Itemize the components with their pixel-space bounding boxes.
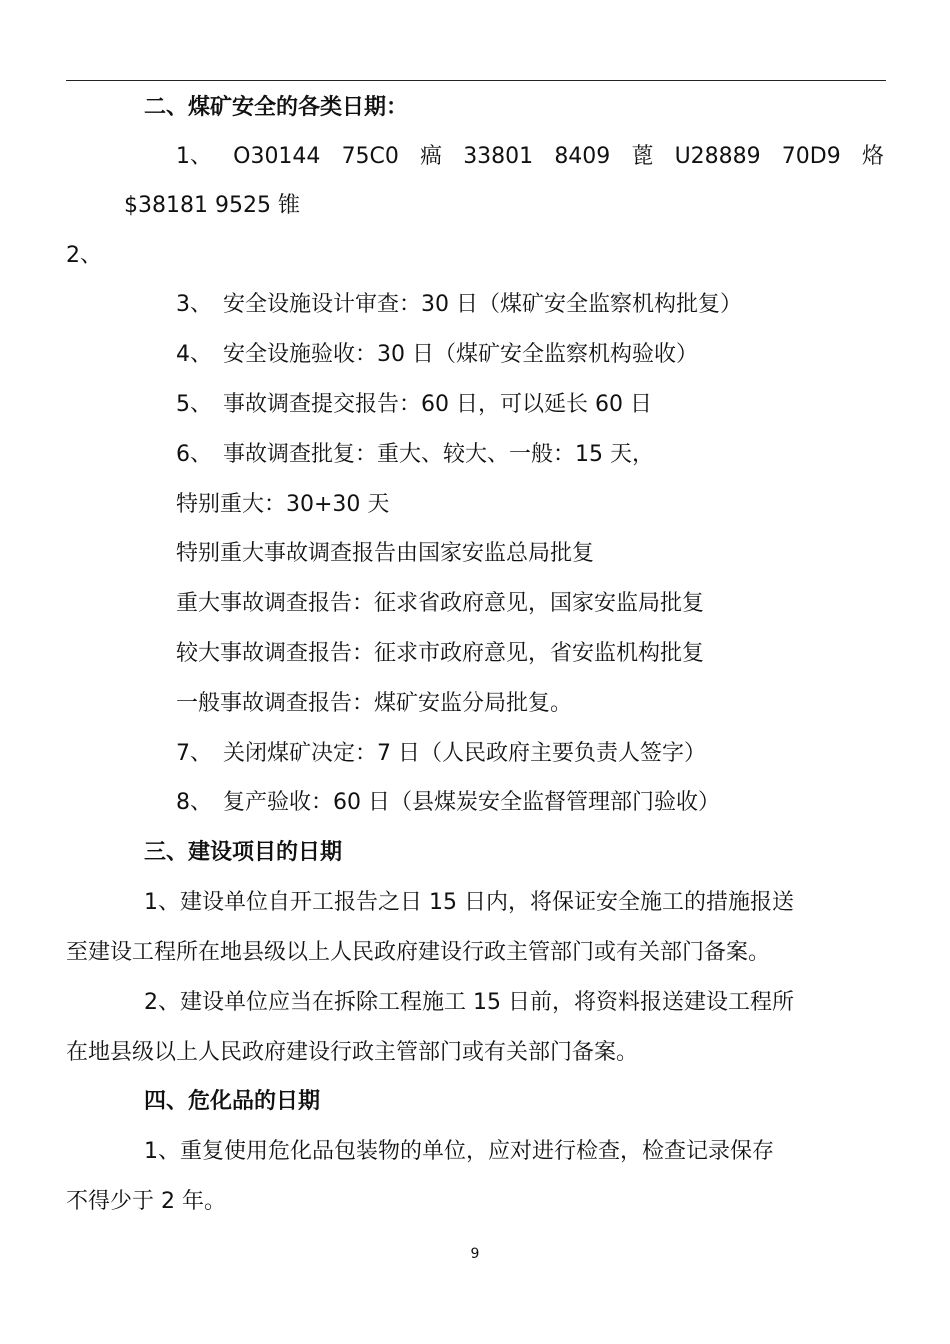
item-6-line-4: 重大事故调查报告：征求省政府意见，国家安监局批复	[176, 591, 705, 616]
section3-para2-line2: 在地县级以上人民政府建设行政主管部门或有关部门备案。	[66, 1040, 639, 1065]
token: 70D9	[781, 144, 841, 169]
token: U28889	[674, 144, 761, 169]
item-6-line-3: 特别重大事故调查报告由国家安监总局批复	[176, 541, 595, 566]
token: 33801	[463, 144, 534, 169]
item-3: 3、 安全设施设计审查：30 日（煤矿安全监察机构批复）	[176, 292, 742, 317]
item-4: 4、 安全设施验收：30 日（煤矿安全监察机构验收）	[176, 342, 698, 367]
item-5: 5、 事故调查提交报告：60 日，可以延长 60 日	[176, 392, 652, 417]
item-1-line-2: $38181 9525 锥	[124, 193, 300, 218]
token: 75C0	[341, 144, 399, 169]
token: 烙	[861, 144, 884, 169]
item-1-line-1	[176, 142, 884, 172]
item-6-line-5: 较大事故调查报告：征求市政府意见，省安监机构批复	[176, 641, 705, 666]
section3-para1-line1: 1、建设单位自开工报告之日 15 日内，将保证安全施工的措施报送	[144, 890, 794, 915]
token: 瘑	[420, 144, 443, 169]
token: 蓖	[631, 144, 654, 169]
page-number: 9	[470, 1246, 480, 1262]
section4-para1-line1: 1、重复使用危化品包装物的单位，应对进行检查，检查记录保存	[144, 1139, 774, 1164]
section4-para1-line2: 不得少于 2 年。	[66, 1189, 226, 1214]
item-6-line-2: 特别重大：30+30 天	[176, 492, 390, 517]
item-7: 7、 关闭煤矿决定：7 日（人民政府主要负责人签字）	[176, 741, 706, 766]
header-rule	[66, 80, 886, 81]
section-heading-coal-mine: 二、煤矿安全的各类日期：	[144, 95, 409, 120]
section3-para2-line1: 2、建设单位应当在拆除工程施工 15 日前，将资料报送建设工程所	[144, 990, 794, 1015]
token: O30144	[233, 144, 321, 169]
item-6: 6、 事故调查批复：重大、较大、一般：15 天，	[176, 442, 654, 467]
section-heading-hazardous-chemicals: 四、危化品的日期	[144, 1089, 321, 1114]
item-6-line-6: 一般事故调查报告：煤矿安监分局批复。	[176, 691, 573, 716]
section3-para1-line2: 至建设工程所在地县级以上人民政府建设行政主管部门或有关部门备案。	[66, 940, 771, 965]
token: 8409	[554, 144, 611, 169]
token: 1、	[176, 144, 212, 169]
section-heading-construction: 三、建设项目的日期	[144, 840, 343, 865]
item-8: 8、 复产验收：60 日（县煤炭安全监督管理部门验收）	[176, 790, 720, 815]
item-2: 2、	[66, 243, 102, 268]
